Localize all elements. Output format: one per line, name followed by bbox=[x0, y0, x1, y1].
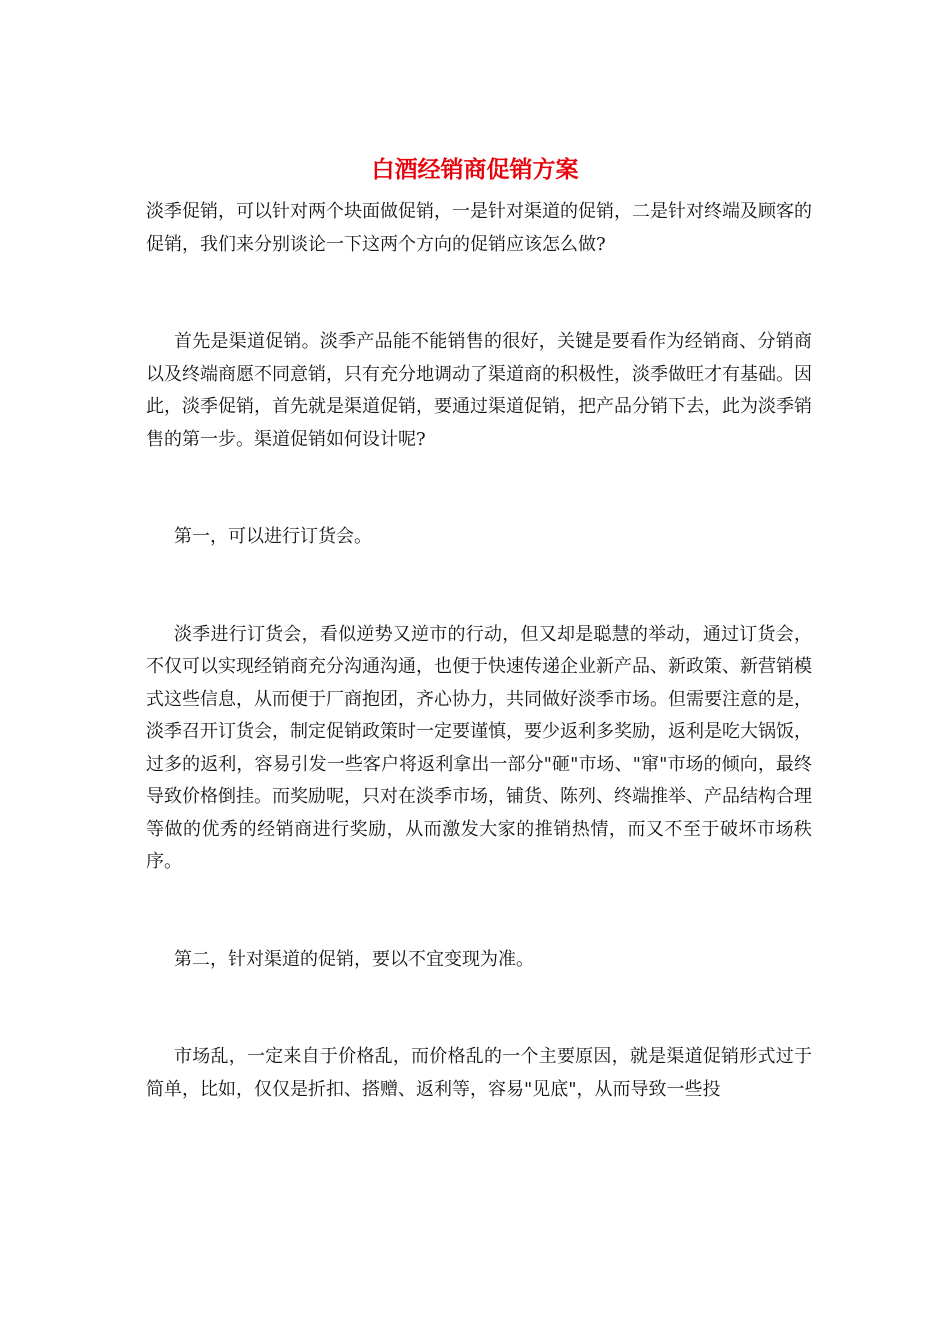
paragraph-gap bbox=[146, 456, 812, 521]
paragraph-point-two: 第二，针对渠道的促销，要以不宜变现为准。 bbox=[174, 948, 534, 970]
paragraph-point-one: 第一，可以进行订货会。 bbox=[174, 526, 372, 547]
paragraph-ordering-meeting: 淡季进行订货会，看似逆势又逆市的行动，但又却是聪慧的举动，通过订货会，不仅可以实现经销商充分沟通沟通，也便于快速传递企业新产品、新政策、新营销模式这些信息，从而便于厂商抱团，齐心协力，共同做好淡季市场。但需要注意的是，淡季召开订货会，制定促销政策时一定要谨慎，要少返利多奖励，返利是吃大锅饭，过多的返利，容易引发一些客户将返利拿出一部分"砸"市场、"窜"市场的倾向，最终导致价格倒挂。而奖励呢，只对在淡季市场，铺货、陈列、终端推举、产品结构合理等做的优秀的经销商进行奖励，从而激发大家的推销热情，而又不至于破坏市场秩序。 bbox=[146, 623, 812, 872]
paragraph-market-chaos: 市场乱，一定来自于价格乱，而价格乱的一个主要原因，就是渠道促销形式过于简单，比如，仅仅是折扣、搭赠、返利等，容易"见底"，从而导致一些投 bbox=[146, 1046, 812, 1100]
document-title: 白酒经销商促销方案 bbox=[371, 156, 579, 183]
paragraph-gap bbox=[146, 554, 812, 619]
paragraph-gap bbox=[146, 976, 812, 1041]
paragraph-channel-promotion: 首先是渠道促销。淡季产品能不能销售的很好，关键是要看作为经销商、分销商以及终端商愿不同意销，只有充分地调动了渠道商的积极性，淡季做旺才有基础。因此，淡季促销，首先就是渠道促销，要通过渠道促销，把产品分销下去，此为淡季销售的第一步。渠道促销如何设计呢? bbox=[146, 331, 812, 450]
paragraph-gap bbox=[146, 261, 812, 326]
paragraph-gap bbox=[146, 879, 812, 944]
paragraph-intro: 淡季促销，可以针对两个块面做促销，一是针对渠道的促销，二是针对终端及顾客的促销，我们来分别谈论一下这两个方向的促销应该怎么做? bbox=[146, 201, 812, 255]
document-body bbox=[146, 196, 812, 1106]
